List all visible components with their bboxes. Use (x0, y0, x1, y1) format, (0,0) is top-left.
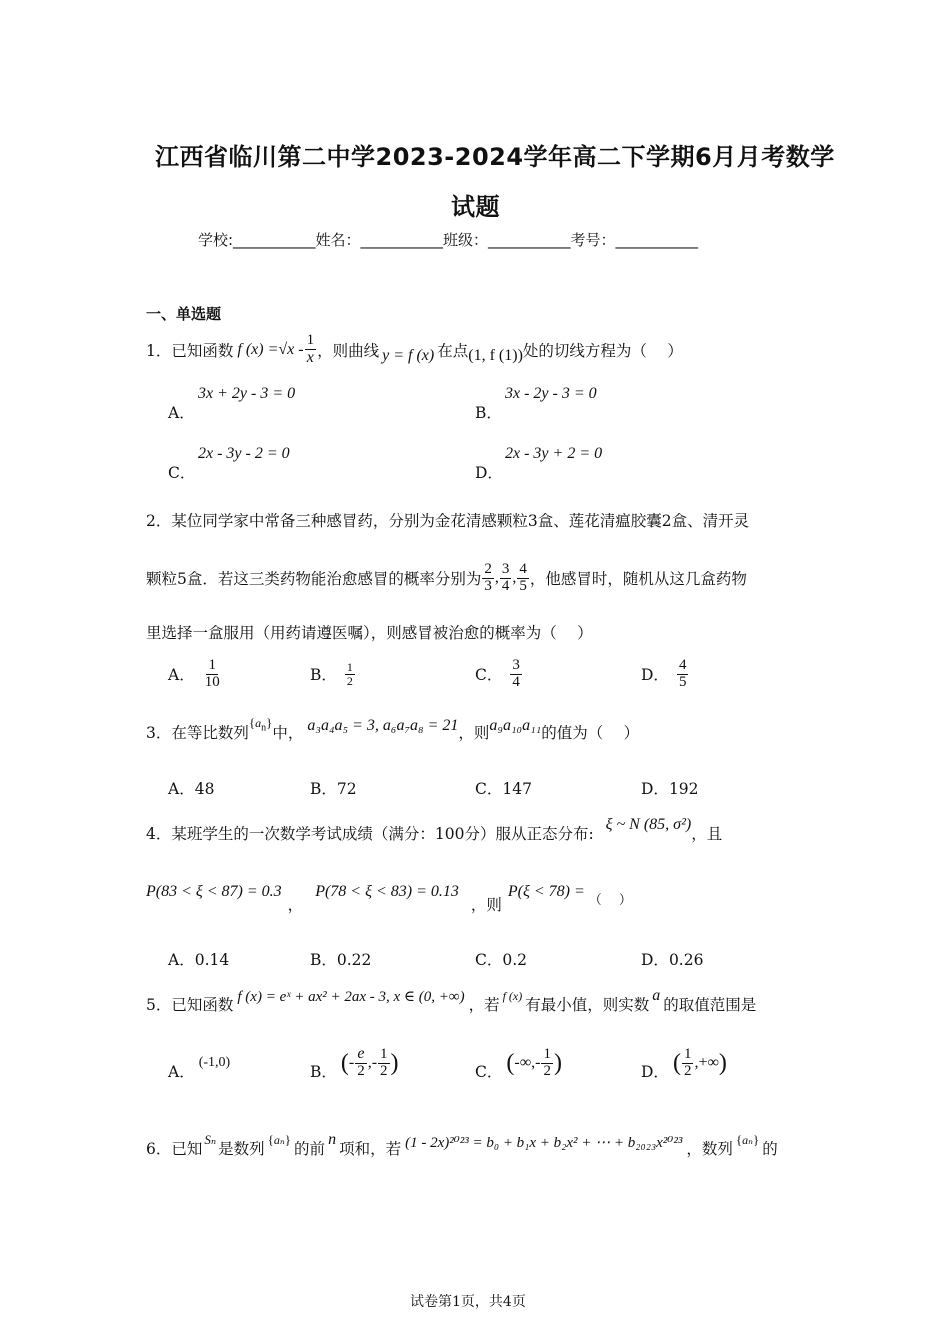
q3-option-b-label: B． (310, 780, 337, 798)
q2-p3-num: 4 (519, 560, 527, 577)
q4-query: P(ξ < 78) = (507, 883, 585, 900)
q2-line-3: 里选择一盒服用（用药请遵医嘱），则感冒被治愈的概率为（ ） (146, 624, 593, 642)
q5-option-a-value: (-1,0) (198, 1055, 231, 1070)
q4-text-4: （ ） (588, 892, 632, 908)
q2-option-a-frac (203, 658, 222, 691)
q5-b-frac-1 (355, 1046, 367, 1080)
q5-c-d: 2 (543, 1062, 551, 1079)
q1-formula-point: (1, f (1)) (468, 347, 523, 364)
q2-option-b[interactable] (310, 654, 356, 694)
q5-text-1: 5．已知函数 (146, 996, 234, 1014)
q4-separator: ， (287, 896, 304, 914)
q5-variable-a: a (652, 987, 661, 1004)
q3-text-4: 的值为（ ） (541, 724, 640, 742)
q2-p1-num: 2 (484, 560, 492, 577)
q5-option-d[interactable]: D． ( $\frac{1}{2}$ ,+∞ ) (641, 1045, 727, 1081)
q4-option-c-value: 0.2 (502, 951, 528, 969)
q2-option-d[interactable] (641, 654, 689, 694)
q3-target: a₉a₁₀a₁₁ (489, 717, 542, 734)
q1-option-d-label[interactable]: D． (475, 464, 503, 482)
q6-sn: Sₙ (204, 1132, 217, 1147)
q3-text-2: 中， (272, 724, 304, 742)
q1-option-b[interactable]: 3x - 2y - 3 = 0 (505, 385, 597, 402)
q4-option-a[interactable] (168, 948, 229, 970)
q5-text-3: 有最小值，则实数 (525, 996, 650, 1014)
q3-condition: a₃a₄a₅ = 3, a₆a₇a₈ = 21 (307, 717, 459, 734)
q1-frac-num: 1 (306, 332, 315, 349)
q6-seq-2: {aₙ} (735, 1132, 760, 1147)
q5-b-d1: 2 (357, 1063, 365, 1080)
q4-option-d-value: 0.26 (668, 951, 704, 969)
page-footer: 试卷第1页，共4页 (410, 1294, 526, 1310)
q5-text-4: 的取值范围是 (663, 996, 757, 1014)
q4-option-a-label: A． (168, 951, 195, 969)
q3-option-c[interactable] (475, 777, 532, 799)
section-heading: 一、单选题 (146, 305, 222, 323)
q6-text-6: 的 (762, 1140, 778, 1158)
q1-formula-f: f (x) =√x - (237, 341, 304, 358)
q1-option-d[interactable]: 2x - 3y + 2 = 0 (505, 445, 603, 462)
q2-c-den: 4 (512, 673, 520, 690)
q2-b-num: 1 (346, 659, 353, 674)
q2-prob-1 (482, 562, 494, 595)
q2-a-num: 1 (208, 656, 216, 673)
q1-fraction (305, 333, 317, 367)
question-5 (146, 984, 756, 1024)
q5-d-frac (682, 1047, 694, 1080)
q1-text-2: ，则曲线 (317, 342, 380, 360)
q2-option-a-label: A． (168, 666, 195, 684)
q5-b-n2: 1 (380, 1045, 388, 1062)
q2-d-num: 4 (678, 656, 687, 673)
q1-number: 1． (146, 342, 172, 360)
q4-option-c[interactable] (475, 948, 527, 970)
q4-text-3: ，则 (470, 896, 502, 914)
q3-text-1: 3．在等比数列 (146, 724, 249, 742)
q3-option-a-label: A． (168, 780, 195, 798)
q1-option-b-label[interactable]: B． (475, 404, 502, 422)
q2-text-a: 颗粒5盒．若这三类药物能治愈感冒的概率分别为 (146, 570, 482, 588)
q2-a-den: 10 (204, 673, 220, 690)
q5-b-mid: ,- (367, 1054, 378, 1071)
q6-text-3: 的前 (294, 1140, 326, 1158)
q4-option-b[interactable] (310, 948, 371, 970)
q3-option-c-label: C． (475, 780, 503, 798)
q3-option-d-label: D． (641, 780, 669, 798)
q1-text-3: 在点 (437, 342, 469, 360)
q6-text-5: ，数列 (686, 1140, 733, 1158)
q3-option-b[interactable] (310, 777, 357, 799)
question-4-line-1 (146, 813, 722, 853)
q6-seq: {aₙ} (267, 1132, 292, 1147)
q2-p2-num: 3 (501, 560, 510, 577)
q5-c-n: 1 (543, 1045, 551, 1062)
q1-option-a-label[interactable]: A． (168, 404, 195, 422)
q3-seq: $\{a_n\}$ (248, 714, 273, 734)
q4-text-2: ，且 (691, 825, 723, 843)
q4-option-c-label: C． (475, 951, 503, 969)
q1-option-a[interactable]: 3x + 2y - 3 = 0 (198, 385, 296, 402)
q2-b-den: 2 (346, 673, 353, 688)
q4-text-1: 4．某班学生的一次数学考试成绩（满分：100分）服从正态分布: (146, 825, 594, 843)
q2-option-c-frac (510, 658, 522, 691)
q2-c-num: 3 (512, 656, 520, 673)
q2-text-b: ，他感冒时，随机从这几盒药物 (529, 570, 747, 588)
q5-function: f (x) = eˣ + ax² + 2ax - 3, x ∈ (0, +∞) (237, 988, 465, 1005)
question-1 (146, 330, 683, 370)
q2-option-d-label: D． (641, 666, 669, 684)
q2-prob-3 (517, 562, 529, 595)
q3-option-c-value: 147 (502, 780, 532, 798)
q5-option-a-label: A． (168, 1063, 195, 1081)
q4-option-a-value: 0.14 (194, 951, 230, 969)
q5-fx: f (x) (502, 988, 523, 1003)
q3-option-d[interactable] (641, 777, 699, 799)
q4-option-d-label: D． (641, 951, 669, 969)
q6-n: n (328, 1131, 337, 1148)
q3-option-a[interactable] (168, 777, 214, 799)
q3-option-d-value: 192 (668, 780, 699, 798)
q2-option-b-label: B． (310, 666, 337, 684)
q4-option-b-label: B． (310, 951, 337, 969)
q2-line-1: 2．某位同学家中常备三种感冒药，分别为金花清感颗粒3盒、莲花清瘟胶囊2盒、清开灵 (146, 512, 750, 530)
q5-c-frac (541, 1047, 553, 1080)
q4-distribution: ξ ~ N (85, σ²) (605, 816, 692, 833)
student-info-line: 学校:___________姓名：___________班级：___________考号：___________ (198, 231, 699, 249)
q5-option-a[interactable] (168, 1040, 230, 1086)
q1-option-c[interactable]: 2x - 3y - 2 = 0 (198, 445, 290, 462)
question-3 (146, 712, 639, 752)
q5-option-c[interactable]: C． ( -∞,- $\frac{1}{2}$ ) (475, 1045, 562, 1081)
q2-p2-den: 4 (501, 577, 510, 594)
page-title-line2: 试题 (451, 193, 500, 221)
question-4-line-2 (146, 878, 632, 918)
q4-condition-1: P(83 < ξ < 87) = 0.3 (146, 883, 282, 900)
q1-text-4: 处的切线方程为（ ） (522, 342, 683, 360)
q6-text-4: 项和，若 (339, 1140, 402, 1158)
q4-option-b-value: 0.22 (336, 951, 372, 969)
q5-d-d: 2 (683, 1062, 692, 1079)
q5-option-c-label: C． (475, 1063, 503, 1081)
q6-expansion: (1 - 2x)²⁰²³ = b₀ + b₁x + b₂x² + ⋯ + b₂₀₂₃x²⁰²³ (405, 1134, 683, 1151)
q1-text-1: 已知函数 (171, 342, 234, 360)
q6-text-1: 6．已知 (146, 1140, 203, 1158)
q2-prob-2 (500, 562, 512, 595)
q5-text-2: ，若 (468, 996, 500, 1014)
q5-b-prefix: - (348, 1054, 355, 1071)
page-title-line1: 江西省临川第二中学2023-2024学年高二下学期6月月考数学 (155, 143, 835, 171)
q2-option-c-label: C． (475, 666, 503, 684)
q5-b-frac-2 (378, 1047, 390, 1080)
q2-option-c[interactable] (475, 654, 523, 694)
q4-condition-2: P(78 < ξ < 83) = 0.13 (315, 883, 459, 900)
q5-c-prefix: -∞,- (514, 1054, 541, 1071)
q5-option-d-label: D． (641, 1063, 669, 1081)
q5-b-d2: 2 (380, 1062, 388, 1079)
q5-d-n: 1 (683, 1045, 692, 1062)
q5-b-n1: e (357, 1045, 365, 1063)
q2-line-2: 颗粒5盒．若这三类药物能治愈感冒的概率分别为 $\frac{2}{3}$ , $\frac{3}{4}$ , $\frac{4}{5}$ ，他感冒时，随机从这几盒药物 (146, 560, 747, 594)
q1-frac-den: x (306, 348, 314, 366)
q2-p1-den: 3 (484, 577, 492, 594)
q2-option-d-frac (677, 658, 689, 691)
question-6 (146, 1128, 778, 1168)
q6-text-2: 是数列 (218, 1140, 265, 1158)
q2-option-b-frac (345, 661, 355, 687)
q3-option-a-value: 48 (194, 780, 215, 798)
q3-text-3: ，则 (458, 724, 490, 742)
q4-option-d[interactable] (641, 948, 703, 970)
q1-option-c-label[interactable]: C． (168, 464, 196, 482)
q3-option-b-value: 72 (336, 780, 357, 798)
q2-p3-den: 5 (519, 577, 527, 594)
q2-d-den: 5 (678, 673, 687, 690)
q5-d-suffix: ,+∞ (694, 1054, 719, 1071)
q2-option-a[interactable] (168, 654, 223, 694)
q5-option-b-label: B． (310, 1063, 337, 1081)
q1-formula-curve: y = f (x) (382, 347, 435, 364)
q5-option-b[interactable]: B． ( - $\frac{e}{2}$ ,- $\frac{1}{2}$ ) (310, 1045, 399, 1081)
